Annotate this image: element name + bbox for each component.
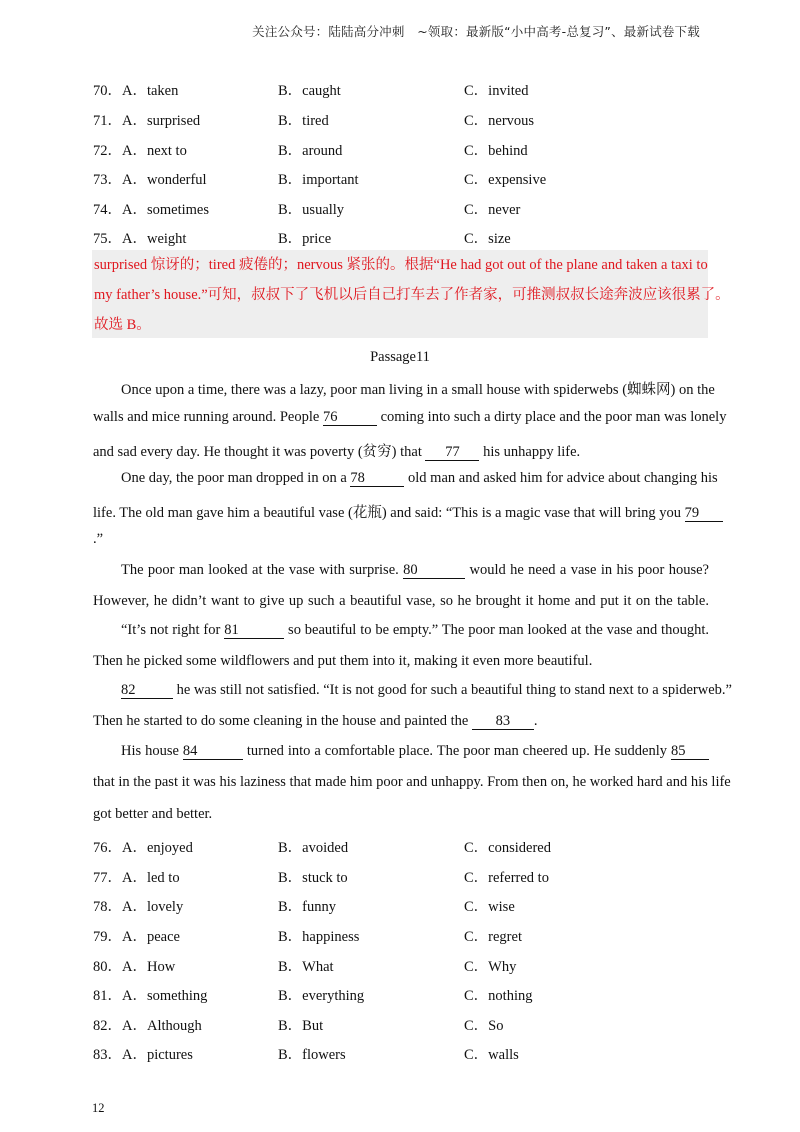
- passage-line: Then he picked some wildflowers and put them into it, making it even more beautiful.: [93, 653, 593, 669]
- option-a[interactable]: 77．A．led to: [93, 870, 180, 886]
- option-b[interactable]: B．everything: [278, 988, 365, 1004]
- explanation-line: my father’s house.”可知，叔叔下了飞机以后自己打车去了作者家，可推测叔叔长途奔波应该很累了。: [94, 287, 730, 303]
- option-b[interactable]: B．happiness: [278, 929, 360, 945]
- passage-line: .”: [93, 531, 104, 547]
- explanation-line: surprised 惊讶的；tired 疲倦的；nervous 紧张的。根据“He had got out of the plane and taken a taxi to: [94, 257, 708, 273]
- option-b[interactable]: B．tired: [278, 113, 329, 129]
- question-options-row: [93, 109, 713, 129]
- page-header: 关注公众号：陆陆高分冲刺 ~领取：最新版“小中高考-总复习”、最新试卷下载: [252, 24, 700, 39]
- page-number: 12: [92, 1101, 105, 1115]
- option-a[interactable]: 72．A．next to: [93, 143, 187, 159]
- option-b[interactable]: B．important: [278, 172, 359, 188]
- option-b[interactable]: B．funny: [278, 899, 336, 915]
- option-a[interactable]: 81．A．something: [93, 988, 208, 1004]
- option-b[interactable]: B．But: [278, 1018, 324, 1034]
- option-a[interactable]: 82．A．Although: [93, 1018, 202, 1034]
- passage-line: that in the past it was his laziness that made him poor and unhappy. From then on, he worked hard and his life: [93, 774, 731, 790]
- question-options-row: [93, 955, 713, 975]
- blank-81[interactable]: 81: [224, 623, 284, 639]
- passage-line: walls and mice running around. People 76 coming into such a dirty place and the poor man was lonely: [93, 409, 727, 425]
- question-options-row: [93, 1014, 713, 1034]
- passage-line: and sad every day. He thought it was poverty (贫穷) that 77 his unhappy life.: [93, 444, 581, 460]
- question-options-row: [93, 139, 713, 159]
- passage-line: got better and better.: [93, 806, 213, 822]
- blank-76[interactable]: 76: [323, 410, 377, 426]
- option-a[interactable]: 83．A．pictures: [93, 1047, 193, 1063]
- option-c[interactable]: C．walls: [464, 1047, 519, 1063]
- passage-line: life. The old man gave him a beautiful vase (花瓶) and said: “This is a magic vase that will bring you 79: [93, 501, 709, 522]
- option-c[interactable]: C．regret: [464, 929, 522, 945]
- passage-line: The poor man looked at the vase with surprise. 80 would he need a vase in his poor house?: [121, 562, 709, 578]
- question-options-row: [93, 925, 713, 945]
- passage-line: However, he didn’t want to give up such a beautiful vase, so he brought it home and put it on the table.: [93, 593, 709, 609]
- option-b[interactable]: B．caught: [278, 83, 341, 99]
- blank-79[interactable]: 79: [685, 506, 723, 522]
- question-options-row: [93, 895, 713, 915]
- option-c[interactable]: C．size: [464, 231, 511, 247]
- blank-85[interactable]: 85: [671, 744, 709, 760]
- option-b[interactable]: B．stuck to: [278, 870, 348, 886]
- option-c[interactable]: C．considered: [464, 840, 551, 856]
- blank-84[interactable]: 84: [183, 744, 243, 760]
- option-a[interactable]: 78．A．lovely: [93, 899, 184, 915]
- option-c[interactable]: C．nervous: [464, 113, 535, 129]
- question-options-row: [93, 984, 713, 1004]
- option-a[interactable]: 79．A．peace: [93, 929, 180, 945]
- passage-line: “It’s not right for 81 so beautiful to be empty.” The poor man looked at the vase and thought.: [121, 622, 709, 638]
- option-c[interactable]: C．referred to: [464, 870, 549, 886]
- option-c[interactable]: C．Why: [464, 959, 517, 975]
- option-c[interactable]: C．expensive: [464, 172, 547, 188]
- question-options-row: [93, 198, 713, 218]
- passage-line: Once upon a time, there was a lazy, poor man living in a small house with spiderwebs (蜘蛛网) on the: [121, 382, 715, 398]
- option-a[interactable]: 76．A．enjoyed: [93, 840, 193, 856]
- question-options-row: [93, 836, 713, 856]
- blank-82[interactable]: 82: [121, 683, 173, 699]
- option-a[interactable]: 80．A．How: [93, 959, 176, 975]
- option-c[interactable]: C．So: [464, 1018, 504, 1034]
- blank-83[interactable]: 83: [472, 714, 534, 730]
- option-c[interactable]: C．never: [464, 202, 521, 218]
- explanation-line: 故选 B。: [94, 317, 151, 333]
- option-b[interactable]: B．avoided: [278, 840, 349, 856]
- question-options-row: [93, 866, 713, 886]
- option-c[interactable]: C．wise: [464, 899, 515, 915]
- question-options-row: [93, 79, 713, 99]
- passage-line: 82 he was still not satisfied. “It is not good for such a beautiful thing to stand next to a spiderweb.”: [121, 682, 732, 698]
- passage-line: One day, the poor man dropped in on a 78 old man and asked him for advice about changing his: [121, 470, 718, 486]
- blank-77[interactable]: 77: [425, 445, 479, 461]
- option-b[interactable]: B．What: [278, 959, 334, 975]
- question-options-row: [93, 1043, 713, 1063]
- option-a[interactable]: 73．A．wonderful: [93, 172, 207, 188]
- option-c[interactable]: C．nothing: [464, 988, 533, 1004]
- question-options-row: [93, 168, 713, 188]
- option-b[interactable]: B．around: [278, 143, 343, 159]
- option-b[interactable]: B．flowers: [278, 1047, 346, 1063]
- option-b[interactable]: B．usually: [278, 202, 345, 218]
- passage-line: Then he started to do some cleaning in the house and painted the 83 .: [93, 713, 538, 729]
- passage-title: Passage11: [370, 349, 430, 365]
- blank-78[interactable]: 78: [350, 471, 404, 487]
- option-c[interactable]: C．behind: [464, 143, 528, 159]
- passage-line: His house 84 turned into a comfortable place. The poor man cheered up. He suddenly 85: [121, 743, 709, 760]
- option-c[interactable]: C．invited: [464, 83, 529, 99]
- option-a[interactable]: 74．A．sometimes: [93, 202, 209, 218]
- option-b[interactable]: B．price: [278, 231, 332, 247]
- answer-explanation: [92, 250, 730, 338]
- option-a[interactable]: 75．A．weight: [93, 231, 187, 247]
- option-a[interactable]: 70．A．taken: [93, 83, 179, 99]
- blank-80[interactable]: 80: [403, 563, 465, 579]
- option-a[interactable]: 71．A．surprised: [93, 113, 201, 129]
- question-options-row: [93, 227, 713, 247]
